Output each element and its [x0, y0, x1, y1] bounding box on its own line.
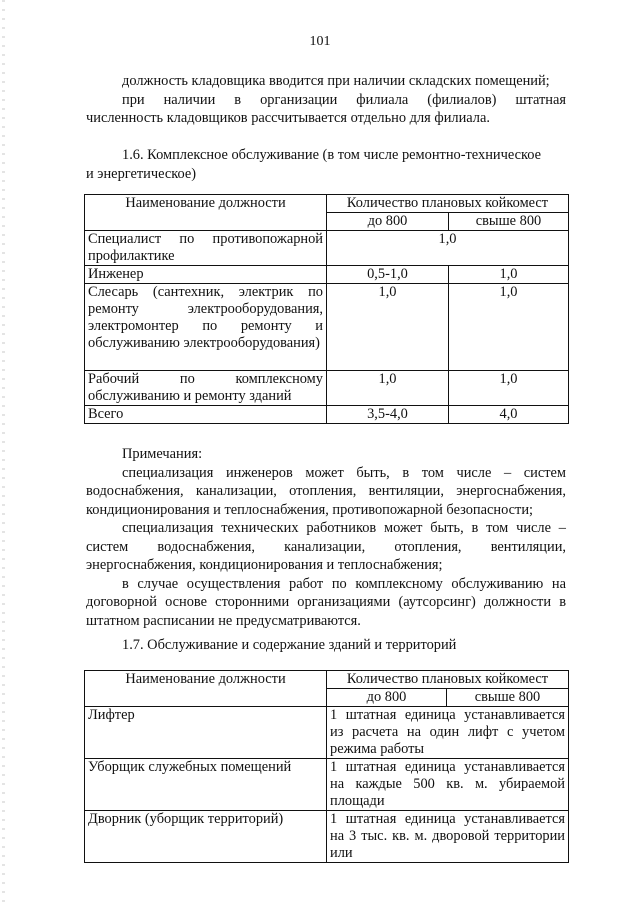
- table-row: [85, 371, 569, 406]
- intro-line: при наличии в организации филиала (филиалов) штатная: [122, 91, 566, 108]
- header-upto: до 800: [327, 213, 449, 231]
- notes-block: [86, 445, 566, 630]
- header-position: Наименование должности: [85, 195, 327, 231]
- table-header-row: [85, 195, 569, 213]
- cell-over: 4,0: [449, 406, 569, 424]
- cell-norm: 1 штатная единица устанавливается на 3 тыс. кв. м. дворовой территории или: [327, 811, 569, 863]
- cell-upto: 1,0: [327, 284, 449, 371]
- intro-paragraph: [86, 72, 566, 128]
- cell-position: Рабочий по комплексному обслуживанию и ремонту зданий: [85, 371, 327, 406]
- page-number: 101: [309, 34, 331, 49]
- header-quantity: Количество плановых койкомест: [327, 671, 569, 689]
- table-row: [85, 231, 569, 266]
- table-row: [85, 284, 569, 371]
- scan-edge-marks: [2, 0, 5, 905]
- cell-position: Всего: [85, 406, 327, 424]
- cell-position: Слесарь (сантехник, электрик по ремонту электрооборудования, электромонтер по ремонту и обслуживанию электрооборудования): [85, 284, 327, 371]
- header-upto: до 800: [327, 689, 447, 707]
- notes-title: Примечания:: [122, 446, 203, 462]
- heading-line: 1.6. Комплексное обслуживание (в том числе ремонтно-техническое: [122, 147, 541, 163]
- section-heading: [86, 636, 566, 655]
- cell-norm: 1 штатная единица устанавливается на каждые 500 кв. м. убираемой площади: [327, 759, 569, 811]
- table-header-row: [85, 671, 569, 689]
- cell-position: Специалист по противопожарной профилактике: [85, 231, 327, 266]
- table-row: [85, 266, 569, 284]
- heading-line: 1.7. Обслуживание и содержание зданий и территорий: [122, 637, 457, 653]
- heading-line: и энергетическое): [86, 165, 197, 182]
- cell-over: 1,0: [449, 266, 569, 284]
- cell-upto: 0,5-1,0: [327, 266, 449, 284]
- cell-position: Уборщик служебных помещений: [85, 759, 327, 811]
- intro-line: численность кладовщиков рассчитывается отдельно для филиала.: [86, 110, 490, 126]
- header-position: Наименование должности: [85, 671, 327, 707]
- cell-position: Лифтер: [85, 707, 327, 759]
- staffing-table-1-7: [84, 670, 569, 863]
- cell-upto: 1,0: [327, 371, 449, 406]
- header-over: свыше 800: [449, 213, 569, 231]
- table-row: [85, 707, 569, 759]
- header-over: свыше 800: [447, 689, 569, 707]
- table-row: [85, 759, 569, 811]
- cell-over: 1,0: [449, 284, 569, 371]
- cell-merged-value: 1,0: [327, 231, 569, 266]
- intro-line: должность кладовщика вводится при наличии складских помещений;: [122, 73, 550, 89]
- cell-over: 1,0: [449, 371, 569, 406]
- table-row: [85, 811, 569, 863]
- header-quantity: Количество плановых койкомест: [327, 195, 569, 213]
- cell-upto: 3,5-4,0: [327, 406, 449, 424]
- staffing-table-1-6: [84, 194, 569, 424]
- note-item: специализация инженеров может быть, в том числе – систем водоснабжения, канализации, отопления, вентиляции, энергоснабжения, кондиционирования и теплоснабжения, противопожарной безопасности;: [86, 464, 566, 518]
- cell-position: Дворник (уборщик территорий): [85, 811, 327, 863]
- cell-position: Инженер: [85, 266, 327, 284]
- note-item: специализация технических работников может быть, в том числе – систем водоснабжения, канализации, отопления, вентиляции, энергоснабжения, кондиционирования и теплоснабжения;: [86, 520, 566, 573]
- table-row-total: [85, 406, 569, 424]
- section-heading: [86, 146, 566, 183]
- note-item: в случае осуществления работ по комплексному обслуживанию на договорной основе сторонними организациями (аутсорсинг) должности в штатном расписании не предусматриваются.: [86, 575, 566, 629]
- cell-norm: 1 штатная единица устанавливается из расчета на один лифт с учетом режима работы: [327, 707, 569, 759]
